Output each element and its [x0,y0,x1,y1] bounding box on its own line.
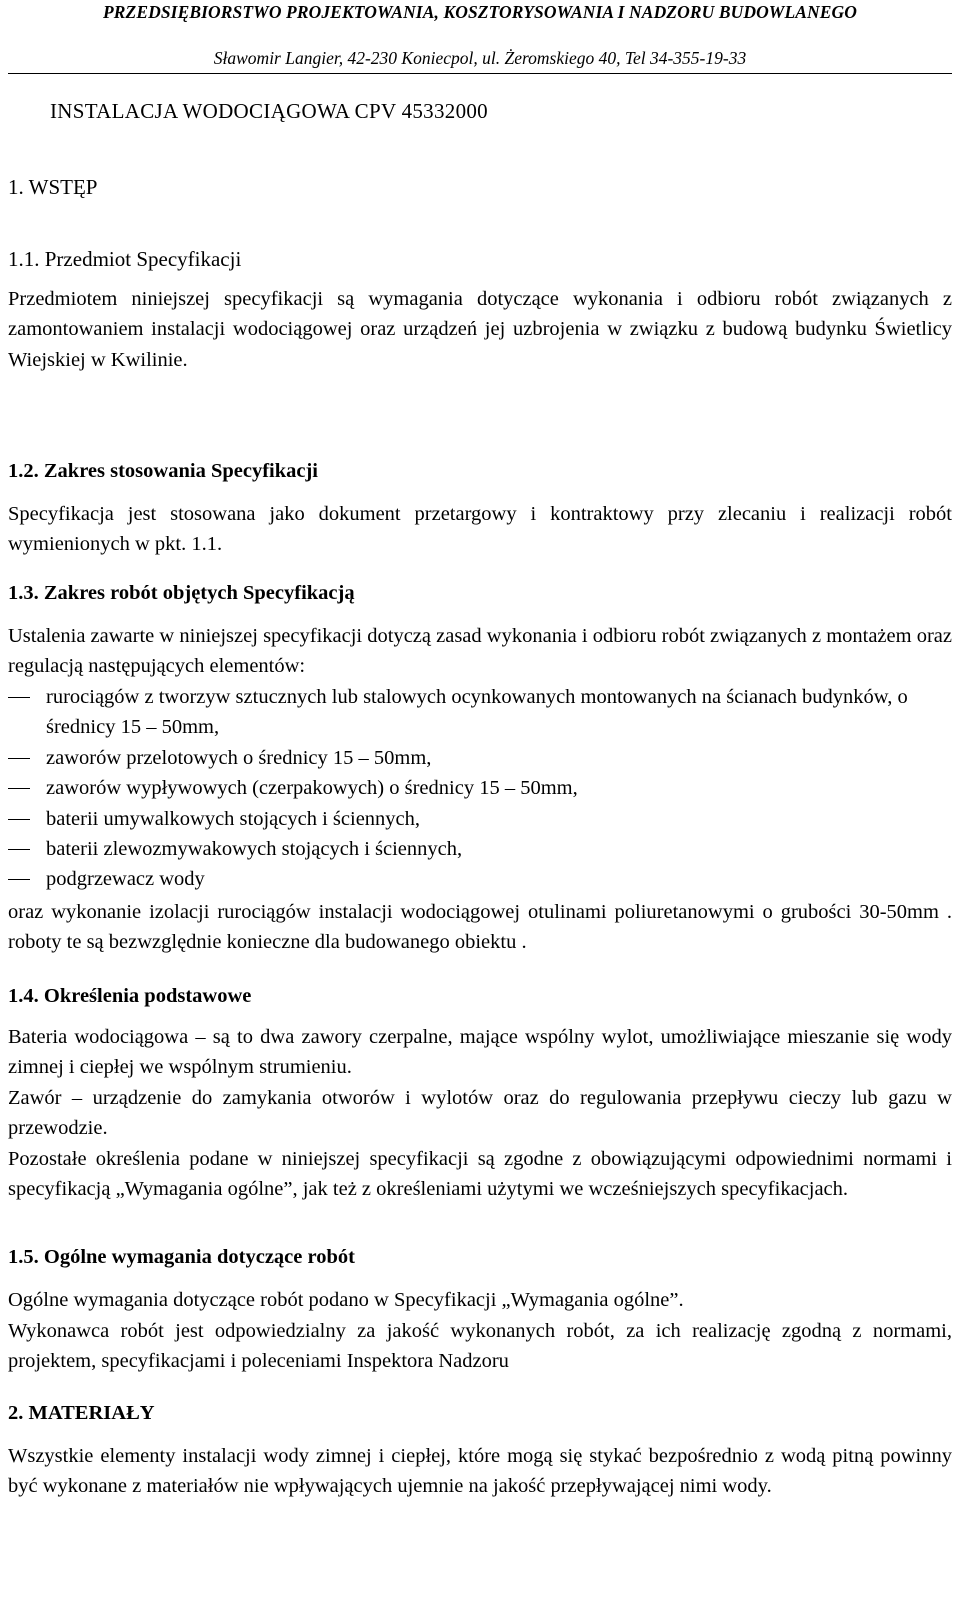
section-1-5-p1: Ogólne wymagania dotyczące robót podano w Specyfikacji „Wymagania ogólne”. [8,1289,684,1311]
header-divider [8,73,952,74]
section-2-text: Wszystkie elementy instalacji wody zimnej i ciepłej, które mogą się stykać bezpośrednio z wodą pitną powinny być wykonane z materiałów nie wpływających ujemnie na jakość przepływającej nimi wody. [8,1445,952,1498]
section-1-1-text: Przedmiotem niniejszej specyfikacji są wymagania dotyczące wykonania i odbioru robót związanych z zamontowaniem instalacji wodociągowej oraz urządzeń jej uzbrojenia w związku z budową budynku Świetlicy Wiejskiej w Kwilinie. [8,288,952,371]
list-item: zaworów wypływowych (czerpakowych) o średnicy 15 – 50mm, [8,773,952,803]
section-1-4-p3: Pozostałe określenia podane w niniejszej specyfikacji są zgodne z obowiązującymi odpowiednimi normami i specyfikacją „Wymagania ogólne”, jak też z określeniami użytymi we wcześniejszych specyfikacjach. [8,1148,952,1201]
section-1-4-p2: Zawór – urządzenie do zamykania otworów i wylotów oraz do regulowania przepływu cieczy lub gazu w przewodzie. [8,1087,952,1140]
list-item: podgrzewacz wody [8,864,952,894]
header-address: Sławomir Langier, 42-230 Koniecpol, ul. Żeromskiego 40, Tel 34-355-19-33 [213,48,747,68]
section-1-5-heading: 1.5. Ogólne wymagania dotyczące robót [8,1246,355,1268]
section-1-2-heading: 1.2. Zakres stosowania Specyfikacji [8,460,318,482]
dash-bullet-icon [8,849,30,850]
section-1-2-text: Specyfikacja jest stosowana jako dokument przetargowy i kontraktowy przy zlecaniu i realizacji robót wymienionych w pkt. 1.1. [8,503,952,556]
section-1-1-heading: 1.1. Przedmiot Specyfikacji [8,247,242,271]
section-1-4-heading: 1.4. Określenia podstawowe [8,985,252,1007]
section-1-heading: 1. WSTĘP [8,175,98,199]
dash-bullet-icon [8,758,30,759]
list-item: rurociągów z tworzyw sztucznych lub stalowych ocynkowanych montowanych na ścianach budynków, o średnicy 15 – 50mm, [8,682,952,743]
section-1-4-p1: Bateria wodociągowa – są to dwa zawory czerpalne, mające wspólny wylot, umożliwiające mieszanie się wody zimnej i ciepłej we wspólnym strumieniu. [8,1026,952,1079]
list-item: baterii zlewozmywakowych stojących i ściennych, [8,834,952,864]
list-item: zaworów przelotowych o średnicy 15 – 50mm, [8,743,952,773]
dash-bullet-icon [8,697,30,698]
dash-bullet-icon [8,819,30,820]
list-item: baterii umywalkowych stojących i ściennych, [8,804,952,834]
section-1-3-outro: oraz wykonanie izolacji rurociągów instalacji wodociągowej otulinami poliuretanowymi o grubości 30-50mm . roboty te są bezwzględnie konieczne dla budowanego obiektu . [8,901,952,954]
dash-bullet-icon [8,788,30,789]
section-1-3-heading: 1.3. Zakres robót objętych Specyfikacją [8,582,355,604]
section-1-5-p2: Wykonawca robót jest odpowiedzialny za jakość wykonanych robót, za ich realizację zgodną z normami, projektem, specyfikacjami i poleceniami Inspektora Nadzoru [8,1320,952,1373]
section-2-heading: 2. MATERIAŁY [8,1402,155,1424]
dash-bullet-icon [8,879,30,880]
header-company: PRZEDSIĘBIORSTWO PROJEKTOWANIA, KOSZTORYSOWANIA I NADZORU BUDOWLANEGO [102,2,858,22]
section-1-3-intro: Ustalenia zawarte w niniejszej specyfikacji dotyczą zasad wykonania i odbioru robót związanych z montażem oraz regulacją następujących elementów: [8,625,952,678]
document-title: INSTALACJA WODOCIĄGOWA CPV 45332000 [50,99,488,123]
section-1-3-list [8,682,952,895]
